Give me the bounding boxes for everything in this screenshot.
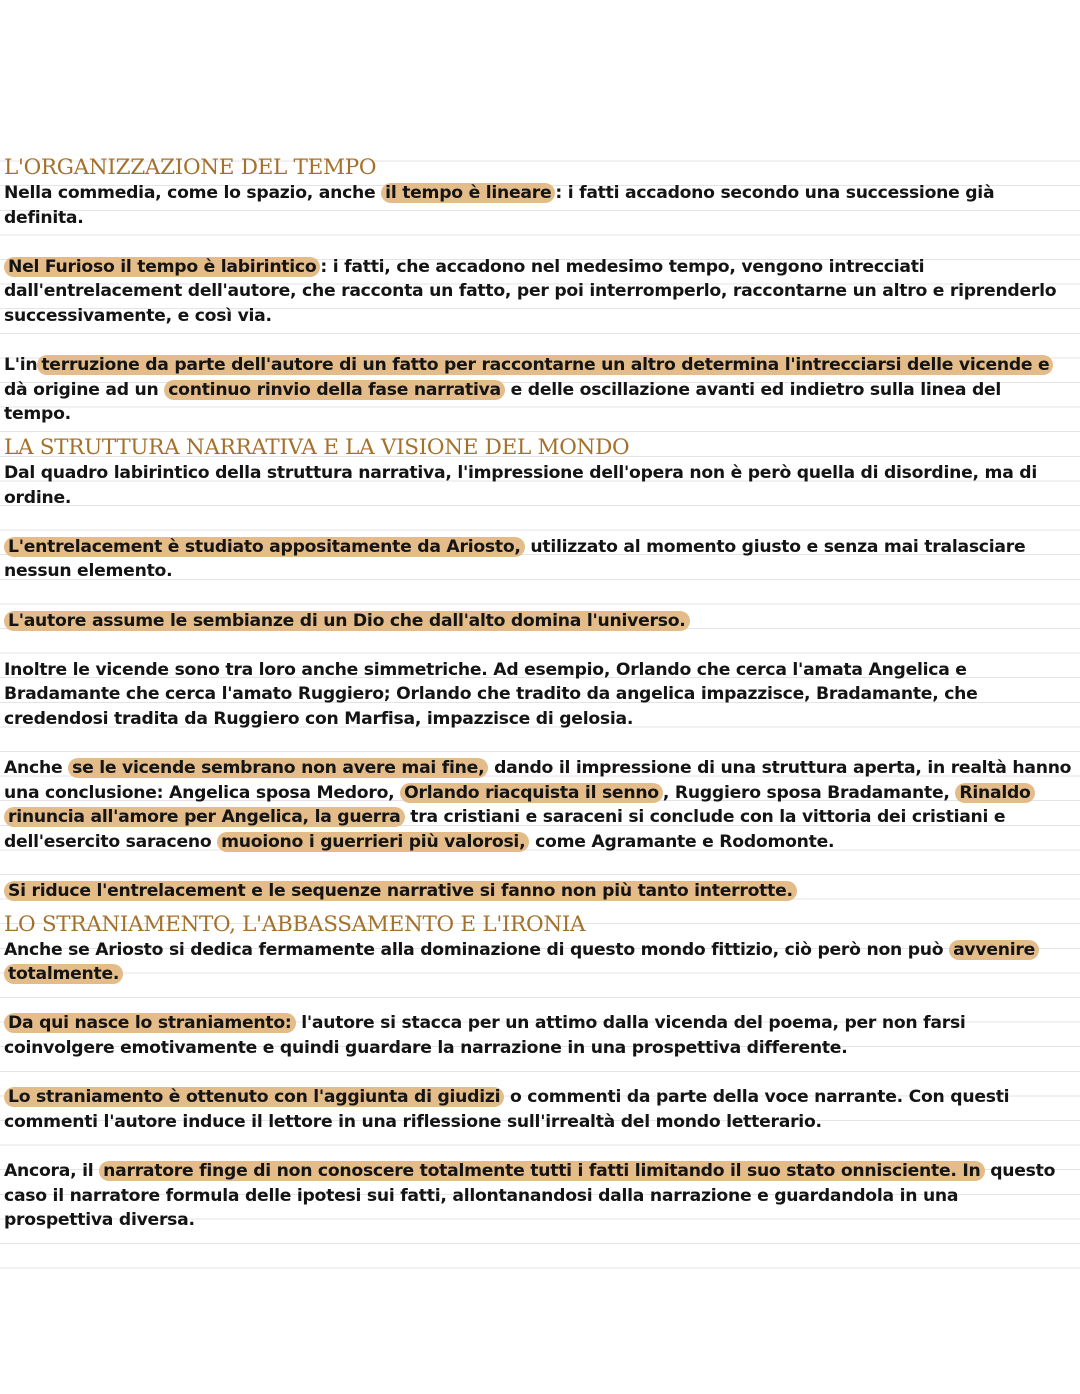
highlight: Da qui nasce lo straniamento: <box>4 1013 296 1033</box>
highlight: narratore finge di non conoscere totalmente tutti i fatti limitando il suo stato onnisciente. In <box>99 1161 984 1181</box>
highlight: Lo straniamento è ottenuto con l'aggiunta di giudizi <box>4 1087 504 1107</box>
highlight: Si riduce l'entrelacement e le sequenze narrative si fanno non più tanto interrotte. <box>4 881 797 901</box>
section-heading-tempo: L'ORGANIZZAZIONE DEL TEMPO <box>4 155 377 180</box>
highlight: muoiono i guerrieri più valorosi, <box>217 832 529 852</box>
highlight: avvenire totalmente. <box>4 940 1039 985</box>
highlight: Orlando riacquista il senno <box>400 783 663 803</box>
highlight: L'entrelacement è studiato appositamente da Ariosto, <box>4 537 525 557</box>
paragraph: L'in terruzione da parte dell'autore di un fatto per raccontarne un altro determina l'intrecciarsi delle vicende e dà origine ad un continuo rinvio della fase narrativa e delle oscillazione avanti ed indietro sulla linea del tempo. <box>4 353 1072 427</box>
paragraph: Dal quadro labirintico della struttura narrativa, l'impressione dell'opera non è però quella di disordine, ma di ordine. <box>4 462 1037 508</box>
highlight: il tempo è lineare <box>381 183 555 203</box>
paragraph: Anche se le vicende sembrano non avere mai fine, dando il impressione di una struttura aperta, in realtà hanno una conclusione: Angelica sposa Medoro, Orlando riacquista il senno , Ruggiero sposa Bradamante, Rinaldo rinuncia all'amore per Angelica, la guerra tra cristiani e saraceni si conclude con la vittoria dei cristiani e dell'esercito saraceno muoiono i guerrieri più valorosi, come Agramante e Rodomonte. <box>4 758 1072 852</box>
paragraph: Ancora, il narratore finge di non conoscere totalmente tutti i fatti limitando il suo stato onnisciente. In questo caso il narratore formula delle ipotesi sui fatti, allontanandosi dalla narrazione e guardandola in una prospettiva diversa. <box>4 1160 1056 1231</box>
highlight: Nel Furioso il tempo è labirintico <box>4 257 320 277</box>
section-heading-straniamento: LO STRANIAMENTO, L'ABBASSAMENTO E L'IRONIA <box>4 911 586 937</box>
paragraph: Lo straniamento è ottenuto con l'aggiunta di giudizi o commenti da parte della voce narrante. Con questi commenti l'autore induce il lettore in una riflessione sull'irrealtà del mondo letterario. <box>4 1087 1010 1132</box>
paragraph <box>4 609 1072 634</box>
paragraph: Da qui nasce lo straniamento: l'autore si stacca per un attimo dalla vicenda del poema, per non farsi coinvolgere emotivamente e quindi guardare la narrazione in una prospettiva differente. <box>4 1013 966 1058</box>
highlight: se le vicende sembrano non avere mai fine, <box>68 758 488 778</box>
section-heading-struttura: LA STRUTTURA NARRATIVA E LA VISIONE DEL MONDO <box>4 434 630 460</box>
highlight: terruzione da parte dell'autore di un fatto per raccontarne un altro determina l'intrecciarsi delle vicende e <box>37 355 1053 375</box>
paragraph: Nel Furioso il tempo è labirintico : i fatti, che accadono nel medesimo tempo, vengono intrecciati dall'entrelacement dell'autore, che racconta un fatto, per poi interromperlo, raccontarne un altro e riprenderlo successivamente, e così via. <box>4 256 1057 326</box>
paragraph: Inoltre le vicende sono tra loro anche simmetriche. Ad esempio, Orlando che cerca l'amata Angelica e Bradamante che cerca l'amato Ruggiero; Orlando che tradito da angelica impazzisce, Bradamante, che credendosi tradita da Ruggiero con Marfisa, impazzisce di gelosia. <box>4 659 978 729</box>
paragraph: Nella commedia, come lo spazio, anche il tempo è lineare : i fatti accadono secondo una successione già definita. <box>4 183 995 228</box>
paragraph: L'entrelacement è studiato appositamente da Ariosto, utilizzato al momento giusto e senza mai tralasciare nessun elemento. <box>4 536 1026 582</box>
highlight: continuo rinvio della fase narrativa <box>164 380 505 400</box>
paragraph: Anche se Ariosto si dedica fermamente alla dominazione di questo mondo fittizio, ciò però non può avvenire totalmente. <box>4 938 1072 987</box>
highlight: Rinaldo rinuncia all'amore per Angelica, la guerra <box>4 783 1035 828</box>
highlight: L'autore assume le sembianze di un Dio che dall'alto domina l'universo. <box>4 611 690 631</box>
document-body <box>4 155 1072 1257</box>
paragraph <box>4 879 1072 904</box>
